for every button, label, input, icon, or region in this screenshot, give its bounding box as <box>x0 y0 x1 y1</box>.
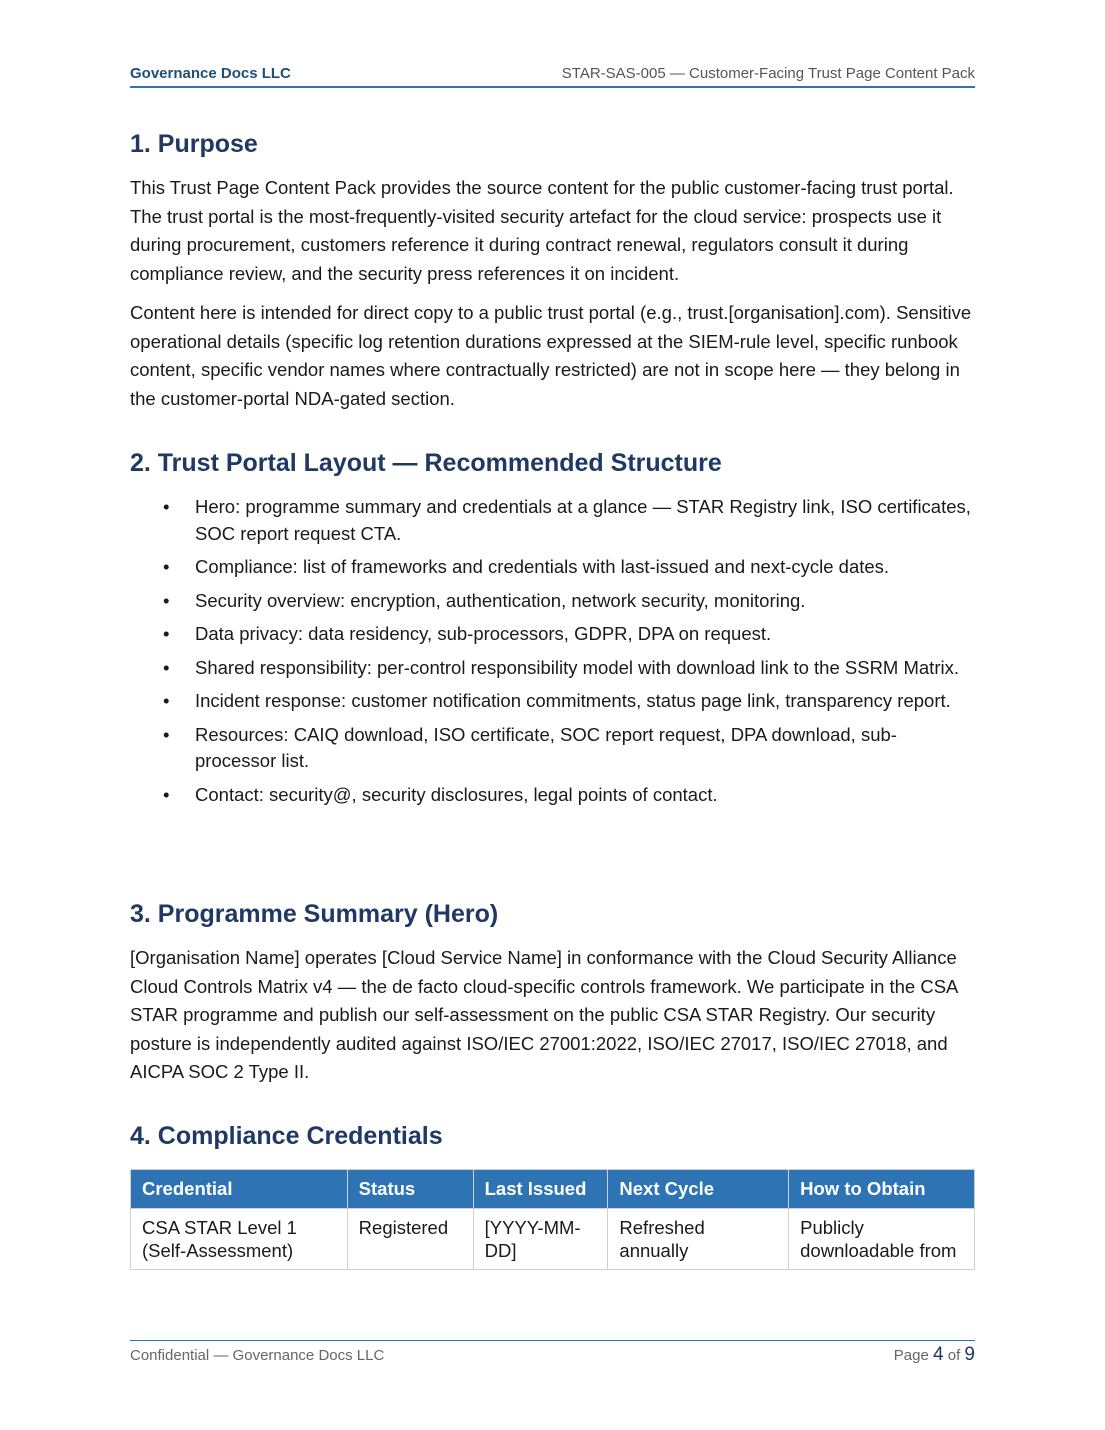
bullet-marker: • <box>163 690 170 711</box>
current-page-number: 4 <box>932 1344 944 1365</box>
total-page-number: 9 <box>964 1344 975 1365</box>
list-item-text: Shared responsibility: per-control responsibility model with download link to the SSRM Matrix. <box>195 656 959 678</box>
purpose-paragraph-1: This Trust Page Content Pack provides the source content for the public customer-facing trust portal. The trust portal is the most-frequently-visited security artefact for the cloud service: prospects use it during procurement, customers reference it during contract renewal, regulators consult it during compliance review, and the security press references it on incident. <box>130 177 954 284</box>
table-cell: Publicly downloadable from <box>789 1209 975 1270</box>
list-item <box>130 588 975 615</box>
bullet-marker: • <box>163 656 170 678</box>
list-item-text: Security overview: encryption, authentication, network security, monitoring. <box>195 589 806 611</box>
hero-paragraph: [Organisation Name] operates [Cloud Service Name] in conformance with the Cloud Security Alliance Cloud Controls Matrix v4 — the de facto cloud-specific controls framework. We participate in the CSA STAR programme and publish our self-assessment on the public CSA STAR Registry. Our security posture is independently audited against ISO/IEC 27001:2022, ISO/IEC 27017, ISO/IEC 27018, and AICPA SOC 2 Type II. <box>130 947 958 1082</box>
column-header: Last Issued <box>473 1170 608 1209</box>
table-cell: [YYYY-MM-DD] <box>473 1209 608 1270</box>
list-item-text: Incident response: customer notification commitments, status page link, transparency report. <box>195 690 951 711</box>
column-header: Next Cycle <box>608 1170 789 1209</box>
list-item-text: Data privacy: data residency, sub-processors, GDPR, DPA on request. <box>195 623 772 644</box>
table-row <box>131 1209 975 1270</box>
list-item <box>130 722 975 775</box>
page-header <box>130 64 975 88</box>
table-cell: Registered <box>347 1209 473 1270</box>
column-header: How to Obtain <box>789 1170 975 1209</box>
credentials-table <box>130 1169 975 1270</box>
header-company: Governance Docs LLC <box>130 65 291 82</box>
list-item <box>130 554 975 581</box>
list-item <box>130 494 975 547</box>
bullet-marker: • <box>163 723 170 745</box>
page-number <box>894 1344 975 1366</box>
section-heading-purpose: 1. Purpose <box>130 130 258 158</box>
header-doc-reference: STAR-SAS-005 — Customer-Facing Trust Page Content Pack <box>561 65 975 82</box>
list-item-text: Resources: CAIQ download, ISO certificate, SOC report request, DPA download, sub-processor list. <box>195 723 897 771</box>
purpose-paragraph-2: Content here is intended for direct copy to a public trust portal (e.g., trust.[organisation].com). Sensitive operational details (specific log retention durations expressed at the SIEM-rule level, specific runbook content, specific vendor names where contractually restricted) are not in scope here — they belong in the customer-portal NDA-gated section. <box>130 302 972 409</box>
list-item <box>130 621 975 648</box>
section-heading-layout: 2. Trust Portal Layout — Recommended Structure <box>130 449 722 477</box>
footer-confidential: Confidential — Governance Docs LLC <box>130 1347 385 1364</box>
bullet-marker: • <box>163 496 170 517</box>
list-item <box>130 782 975 809</box>
column-header: Status <box>347 1170 473 1209</box>
section-heading-credentials: 4. Compliance Credentials <box>130 1122 443 1150</box>
list-item <box>130 655 975 682</box>
bullet-marker: • <box>163 556 170 577</box>
layout-bullet-list <box>130 494 975 815</box>
page-footer <box>130 1340 975 1365</box>
column-header: Credential <box>131 1170 348 1209</box>
list-item-text: Contact: security@, security disclosures, legal points of contact. <box>195 783 718 805</box>
list-item <box>130 688 975 715</box>
list-item-text: Hero: programme summary and credentials at a glance — STAR Registry link, ISO certificates, SOC report request CTA. <box>195 496 971 544</box>
table-cell: CSA STAR Level 1 (Self-Assessment) <box>131 1209 348 1270</box>
bullet-marker: • <box>163 589 170 611</box>
of-word: of <box>947 1347 961 1364</box>
table-cell: Refreshed annually <box>608 1209 789 1270</box>
list-item-text: Compliance: list of frameworks and credentials with last-issued and next-cycle dates. <box>195 556 890 577</box>
bullet-marker: • <box>163 783 170 805</box>
section-heading-hero: 3. Programme Summary (Hero) <box>130 900 499 928</box>
table-header-row <box>131 1170 975 1209</box>
bullet-marker: • <box>163 623 170 644</box>
page-word: Page <box>893 1347 929 1364</box>
